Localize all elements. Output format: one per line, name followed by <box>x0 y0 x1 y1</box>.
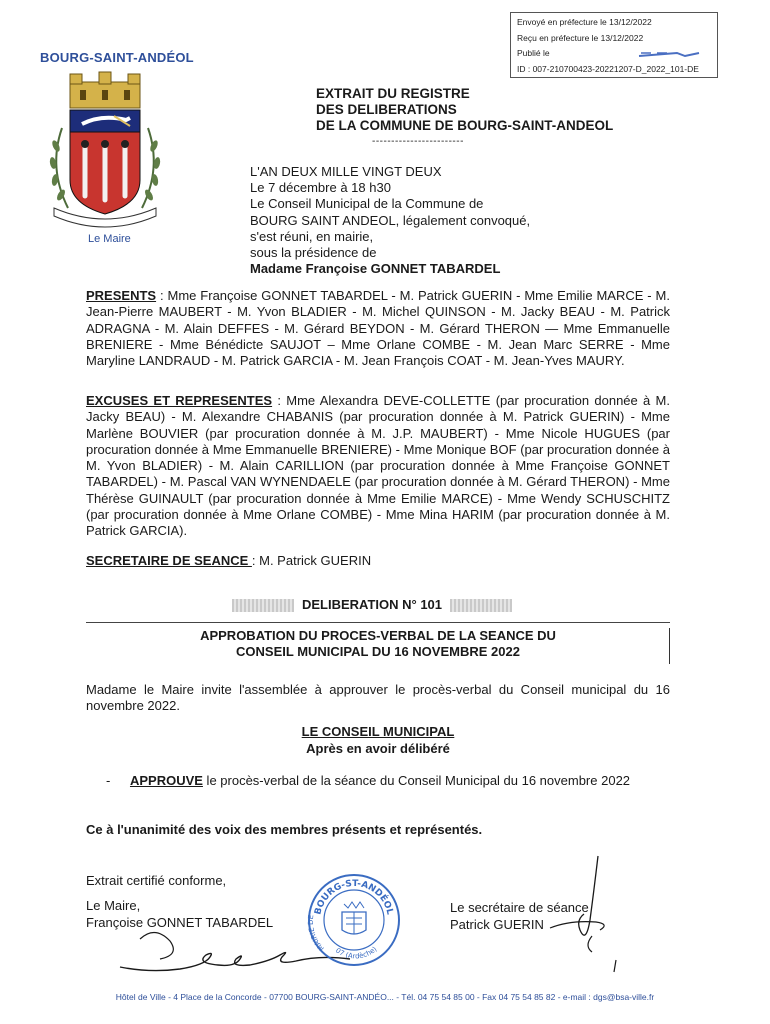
council-title: LE CONSEIL MUNICIPAL <box>301 724 455 739</box>
presents-text: : Mme Françoise GONNET TABARDEL - M. Patrick GUERIN - Mme Emilie MARCE - M. Jean-Pierre MAUBERT - M. Yvon BLADIER - M. Michel QUINSON - M. Jacky BEAU - M. Patrick ADRAGNA - M. Alain DEFFES - M. Gérard BEYDON - M. Gérard THERON — Mme Emmanuelle BRENIERE - Mme Bénédicte SAUJOT – Mme Orlane COMBE - M. Jean Marc SERRE - Mme Maryline LANDRAUD - M. Patrick GARCIA - M. Jean François COAT - M. Jean-Yves MAURY. <box>86 288 670 369</box>
council-heading <box>86 724 670 757</box>
stamp-published <box>517 46 711 62</box>
prefecture-stamp <box>510 12 718 78</box>
register-title-line1: EXTRAIT DU REGISTRE <box>316 86 470 101</box>
certified-label: Extrait certifié conforme, <box>86 873 227 888</box>
session-info <box>250 164 530 277</box>
mayor-title: Le Maire, <box>86 898 141 913</box>
secretary-signature-icon <box>540 850 640 980</box>
mayor-label: Le Maire <box>88 233 131 245</box>
excuses-text: : Mme Alexandra DEVE-COLLETTE (par procuration donnée à M. Jacky BEAU) - M. Alexandre CHABANIS (par procuration donnée à M. Patrick GUERIN) - Mme Marlène BOUVIER (par procuration donnée à M. J.P. MAUBERT) - Mme Nicole HUGUES (par procuration donnée à Mme Emmanuelle BRENIERE) - Mme Monique BOF (par procuration donnée à M. Yvon BLADIER) - M. Alain CARILLION (par procuration donnée à Mme Françoise GONNET TABARDEL) - M. Pascal VAN WYNENDAELE (par procuration donnée à M. Gérard THERON) - Mme Thérèse GUINAULT (par procuration donnée à Mme Emilie MARCE) - Mme Wendy SCHUSCHITZ (par procuration donnée à Mme Orlane COMBE) - Mme Mina HARIM (par procuration donnée à M. Patrick GARCIA). <box>86 393 670 539</box>
scan-shading-left <box>232 599 294 612</box>
register-divider: ------------------------ <box>372 136 464 147</box>
stamp-sent: Envoyé en préfecture le 13/12/2022 <box>517 17 652 27</box>
secretary-label: SECRETAIRE DE SEANCE <box>86 553 252 568</box>
deliberation-number <box>232 597 512 613</box>
presents-paragraph <box>86 288 670 369</box>
secretary-text: : M. Patrick GUERIN <box>251 553 372 568</box>
svg-text:MAIRIE DE <box>307 914 326 952</box>
deliberation-intro: Madame le Maire invite l'assemblée à approuver le procès-verbal du Conseil municipal du 16 novembre 2022. <box>86 682 670 714</box>
stamp-id: ID : 007-210700423-20221207-D_2022_101-DE <box>517 63 699 74</box>
bullet-dash: - <box>106 773 111 788</box>
presents-label: PRESENTS <box>86 288 157 303</box>
council-after: Après en avoir délibéré <box>306 740 450 756</box>
official-seal-icon <box>306 872 402 968</box>
secretary-line <box>86 553 670 569</box>
stamp-published-label: Publié le <box>517 48 550 58</box>
session-year: L'AN DEUX MILLE VINGT DEUX <box>250 164 442 179</box>
session-president: Madame Françoise GONNET TABARDEL <box>250 261 501 277</box>
session-line5: s'est réuni, en mairie, <box>250 228 374 244</box>
deliberation-title <box>86 628 670 660</box>
page-footer: Hôtel de Ville - 4 Place de la Concorde - 07700 BOURG-SAINT-ANDÉO... - Tél. 04 75 54 85 00 - Fax 04 75 54 85 82 - e-mail : dgs@bsa-ville.fr <box>115 992 655 1002</box>
session-line6: sous la présidence de <box>250 245 377 261</box>
approve-line <box>106 773 630 788</box>
s2lo-logo-icon <box>637 49 707 59</box>
seal-left-text: MAIRIE DE <box>306 914 326 953</box>
excuses-paragraph <box>86 393 670 540</box>
seal-bottom-text: 07 (Ardèche) <box>334 945 379 961</box>
session-date: Le 7 décembre à 18 h30 <box>250 180 391 196</box>
secretary-name: Patrick GUERIN <box>450 916 544 932</box>
town-crest-icon <box>40 68 170 228</box>
register-title <box>316 86 613 134</box>
section-divider <box>86 622 670 623</box>
secretary-title: Le secrétaire de séance <box>450 900 589 915</box>
excuses-label: EXCUSES ET REPRESENTES <box>86 393 273 408</box>
mayor-name: Françoise GONNET TABARDEL <box>86 914 274 930</box>
deliberation-title-line2: CONSEIL MUNICIPAL DU 16 NOVEMBRE 2022 <box>236 644 520 659</box>
unanimity-statement: Ce à l'unanimité des voix des membres présents et représentés. <box>86 822 483 837</box>
seal-top-text: BOURG-ST-ANDÉOL <box>313 878 395 916</box>
stamp-received: Reçu en préfecture le 13/12/2022 <box>517 32 644 43</box>
deliberation-number-text: DELIBERATION N° 101 <box>301 597 443 612</box>
session-line3: Le Conseil Municipal de la Commune de <box>250 196 484 212</box>
register-title-line2: DES DELIBERATIONS <box>316 102 457 117</box>
session-line4: BOURG SAINT ANDEOL, légalement convoqué, <box>250 212 531 228</box>
approve-text: le procès-verbal de la séance du Conseil Municipal du 16 novembre 2022 <box>202 773 631 788</box>
register-title-line3: DE LA COMMUNE DE BOURG-SAINT-ANDEOL <box>316 118 614 133</box>
town-title: BOURG-SAINT-ANDÉOL <box>40 50 194 65</box>
deliberation-title-line1: APPROBATION DU PROCES-VERBAL DE LA SEANCE DU <box>200 628 556 643</box>
approve-label: APPROUVE <box>129 773 203 788</box>
scan-shading-right <box>450 599 512 612</box>
